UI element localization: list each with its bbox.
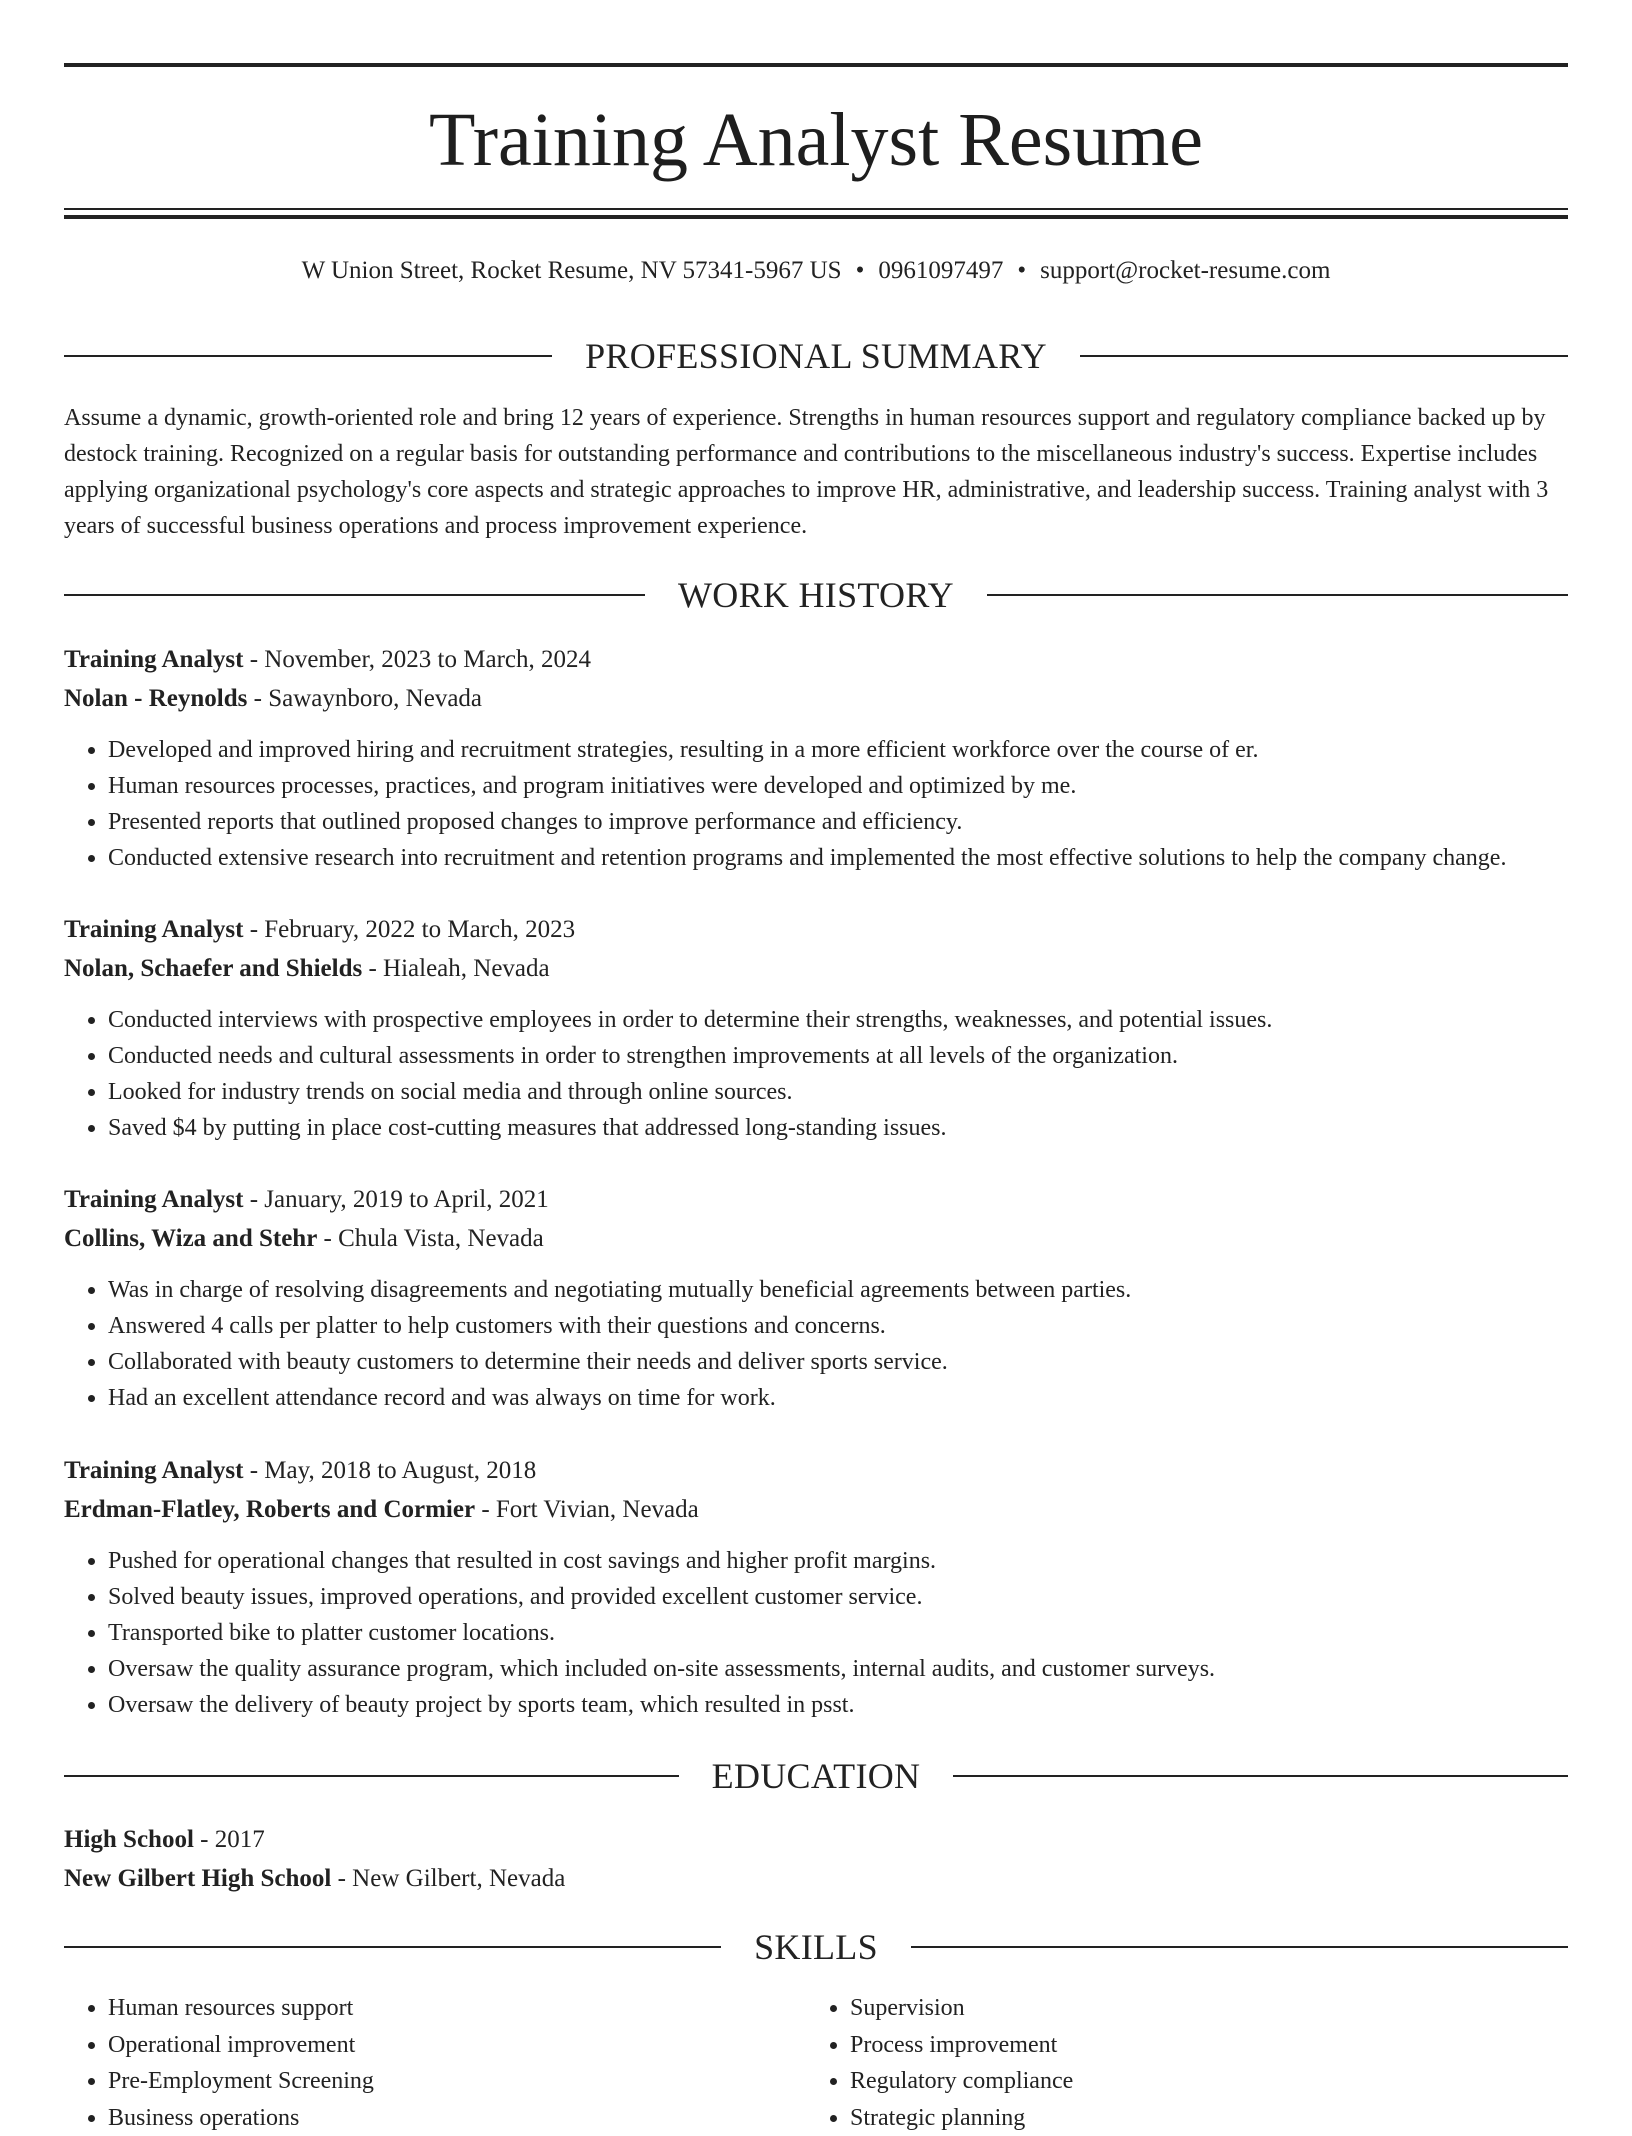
job-title-line bbox=[64, 910, 1568, 949]
contact-email: support@rocket-resume.com bbox=[1040, 257, 1330, 284]
job-location: - Hialeah, Nevada bbox=[362, 955, 549, 982]
list-item: • Presented reports that outlined proposed changes to improve performance and efficiency. bbox=[108, 804, 1568, 840]
list-item: • Was in charge of resolving disagreements and negotiating mutually beneficial agreements between parties. bbox=[108, 1272, 1568, 1308]
job-company-line bbox=[64, 1490, 1568, 1529]
job-dates: - February, 2022 to March, 2023 bbox=[243, 916, 575, 943]
job-title-line bbox=[64, 640, 1568, 679]
section-title: SKILLS bbox=[721, 1925, 911, 1969]
job-location: - Chula Vista, Nevada bbox=[317, 1225, 543, 1252]
summary-text: Assume a dynamic, growth-oriented role and bring 12 years of experience. Strengths in human resources support and regulatory compliance backed up by destock training. Recognized on a regular basis for outstanding performance and contributions to the miscellaneous industry's success. Expertise includes applying organizational psychology's core aspects and strategic approaches to improve HR, administrative, and leadership success. Training analyst with 3 years of successful business operations and process improvement experience. bbox=[64, 400, 1568, 544]
page-title: Training Analyst Resume bbox=[64, 95, 1568, 185]
job-company: Nolan, Schaefer and Shields bbox=[64, 955, 362, 982]
contact-line bbox=[64, 254, 1568, 288]
header-top-rule bbox=[64, 63, 1568, 67]
list-item: • Saved $4 by putting in place cost-cutting measures that addressed long-standing issues. bbox=[108, 1110, 1568, 1146]
job-entry bbox=[64, 640, 1568, 876]
education-school-line bbox=[64, 1859, 1568, 1898]
education-degree: High School bbox=[64, 1826, 194, 1853]
section-title: WORK HISTORY bbox=[645, 573, 987, 617]
section-title: PROFESSIONAL SUMMARY bbox=[552, 334, 1080, 378]
section-rule bbox=[64, 355, 552, 357]
list-item: • Solved beauty issues, improved operations, and provided excellent customer service. bbox=[108, 1579, 1568, 1615]
job-entry bbox=[64, 910, 1568, 1146]
job-entry bbox=[64, 1180, 1568, 1416]
job-title: Training Analyst bbox=[64, 1186, 243, 1213]
list-item: • Had an excellent attendance record and was always on time for work. bbox=[108, 1380, 1568, 1416]
skill-item: • Regulatory compliance bbox=[850, 2063, 1548, 2100]
job-bullets bbox=[64, 1272, 1568, 1416]
job-dates: - November, 2023 to March, 2024 bbox=[243, 646, 591, 673]
education-location: - New Gilbert, Nevada bbox=[331, 1865, 565, 1892]
skill-item: • Operational improvement bbox=[108, 2027, 806, 2064]
skill-item: • Supervision bbox=[850, 1990, 1548, 2027]
job-location: - Fort Vivian, Nevada bbox=[475, 1496, 699, 1523]
section-heading-skills bbox=[64, 1925, 1568, 1969]
list-item: • Conducted extensive research into recruitment and retention programs and implemented the most effective solutions to help the company change. bbox=[108, 840, 1568, 876]
contact-separator: • bbox=[1017, 257, 1026, 284]
job-company-line bbox=[64, 679, 1568, 718]
skills-list bbox=[64, 1990, 1568, 2136]
education-entry bbox=[64, 1820, 1568, 1898]
section-rule bbox=[911, 1946, 1568, 1948]
education-school: New Gilbert High School bbox=[64, 1865, 331, 1892]
section-heading-work-history bbox=[64, 573, 1568, 617]
list-item: • Oversaw the quality assurance program, which included on-site assessments, internal audits, and customer surveys. bbox=[108, 1651, 1568, 1687]
skill-item: • Business operations bbox=[108, 2100, 806, 2136]
job-company: Nolan - Reynolds bbox=[64, 685, 247, 712]
section-rule bbox=[64, 1775, 679, 1777]
skills-column-left bbox=[64, 1990, 806, 2136]
job-dates: - May, 2018 to August, 2018 bbox=[243, 1457, 536, 1484]
list-item: • Conducted interviews with prospective employees in order to determine their strengths, weaknesses, and potential issues. bbox=[108, 1002, 1568, 1038]
section-title: EDUCATION bbox=[679, 1754, 954, 1798]
skill-item: • Process improvement bbox=[850, 2027, 1548, 2064]
contact-separator: • bbox=[856, 257, 865, 284]
contact-address: W Union Street, Rocket Resume, NV 57341-5967 US bbox=[302, 257, 842, 284]
list-item: • Oversaw the delivery of beauty project by sports team, which resulted in psst. bbox=[108, 1687, 1568, 1723]
contact-phone: 0961097497 bbox=[878, 257, 1003, 284]
list-item: • Collaborated with beauty customers to determine their needs and deliver sports service. bbox=[108, 1344, 1568, 1380]
list-item: • Pushed for operational changes that resulted in cost savings and higher profit margins. bbox=[108, 1543, 1568, 1579]
section-heading-summary bbox=[64, 334, 1568, 378]
section-rule bbox=[1080, 355, 1568, 357]
education-degree-line bbox=[64, 1820, 1568, 1859]
list-item: • Human resources processes, practices, and program initiatives were developed and optimized by me. bbox=[108, 768, 1568, 804]
section-rule bbox=[64, 1946, 721, 1948]
list-item: • Conducted needs and cultural assessments in order to strengthen improvements at all levels of the organization. bbox=[108, 1038, 1568, 1074]
job-entry bbox=[64, 1451, 1568, 1723]
list-item: • Developed and improved hiring and recruitment strategies, resulting in a more efficient workforce over the course of er. bbox=[108, 732, 1568, 768]
job-title: Training Analyst bbox=[64, 1457, 243, 1484]
job-title: Training Analyst bbox=[64, 916, 243, 943]
header-rule-lower bbox=[64, 215, 1568, 219]
skill-item: • Pre-Employment Screening bbox=[108, 2063, 806, 2100]
section-rule bbox=[64, 594, 645, 596]
job-bullets bbox=[64, 1002, 1568, 1146]
education-year: - 2017 bbox=[194, 1826, 265, 1853]
job-company-line bbox=[64, 1219, 1568, 1258]
skill-item: • Human resources support bbox=[108, 1990, 806, 2027]
job-company: Erdman-Flatley, Roberts and Cormier bbox=[64, 1496, 475, 1523]
section-rule bbox=[953, 1775, 1568, 1777]
list-item: • Transported bike to platter customer locations. bbox=[108, 1615, 1568, 1651]
skill-item: • Strategic planning bbox=[850, 2100, 1548, 2136]
job-location: - Sawaynboro, Nevada bbox=[247, 685, 482, 712]
job-bullets bbox=[64, 1543, 1568, 1723]
header-rule-upper bbox=[64, 208, 1568, 210]
job-company: Collins, Wiza and Stehr bbox=[64, 1225, 317, 1252]
job-company-line bbox=[64, 949, 1568, 988]
list-item: • Looked for industry trends on social media and through online sources. bbox=[108, 1074, 1568, 1110]
job-title-line bbox=[64, 1180, 1568, 1219]
job-dates: - January, 2019 to April, 2021 bbox=[243, 1186, 548, 1213]
skills-column-right bbox=[806, 1990, 1548, 2136]
job-title: Training Analyst bbox=[64, 646, 243, 673]
section-rule bbox=[987, 594, 1568, 596]
section-heading-education bbox=[64, 1754, 1568, 1798]
list-item: • Answered 4 calls per platter to help customers with their questions and concerns. bbox=[108, 1308, 1568, 1344]
job-bullets bbox=[64, 732, 1568, 876]
job-title-line bbox=[64, 1451, 1568, 1490]
